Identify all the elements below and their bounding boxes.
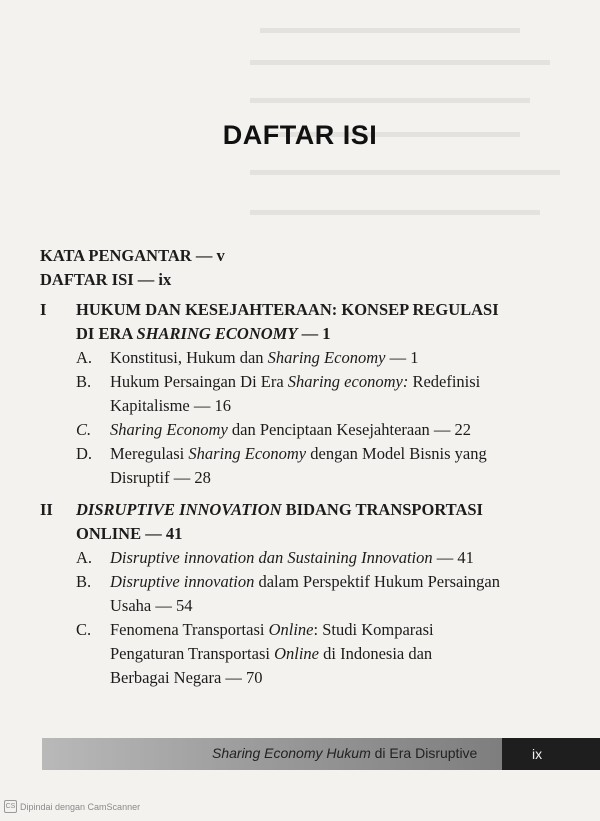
text-run: Pengaturan Transportasi	[110, 644, 275, 663]
section-entry-line	[110, 668, 263, 688]
text-run: — 1	[385, 348, 419, 367]
section-entry-line	[110, 444, 487, 464]
chapter-number: I	[40, 300, 47, 319]
text-run: dalam Perspektif Hukum Persaingan	[254, 572, 500, 591]
text-run: Berbagai Negara — 70	[110, 668, 263, 687]
text-run: Disruptive innovation dan Sustaining Innovation	[110, 548, 433, 567]
section-entry-line	[110, 572, 500, 592]
text-run: BIDANG TRANSPORTASI	[281, 500, 483, 519]
page-number: ix	[502, 738, 600, 770]
section-letter: B.	[76, 572, 92, 591]
front-matter-entry	[40, 246, 225, 266]
text-run: — 41	[432, 548, 474, 567]
text-run: Sharing Economy	[267, 348, 386, 367]
chapter-title-line	[76, 524, 182, 544]
text-run: ONLINE — 41	[76, 524, 183, 543]
section-letter: A.	[76, 548, 93, 567]
section-entry-line	[110, 396, 231, 416]
section-entry-line	[110, 420, 471, 440]
text-run: Konstitusi, Hukum dan	[110, 348, 268, 367]
text-run: Sharing Economy	[188, 444, 307, 463]
section-entry-line	[110, 372, 480, 392]
text-run: Hukum Persaingan Di Era	[110, 372, 288, 391]
text-run: dan Penciptaan Kesejahteraan — 22	[227, 420, 472, 439]
text-run: Meregulasi	[110, 444, 189, 463]
chapter-title-line	[76, 324, 330, 344]
section-letter: A.	[76, 348, 93, 367]
text-run: — 1	[297, 324, 331, 343]
chapter-number: II	[40, 500, 53, 519]
text-run: Redefinisi	[408, 372, 481, 391]
text-run: Sharing Economy	[110, 420, 228, 439]
text-run: dengan Model Bisnis yang	[306, 444, 487, 463]
text-run: Disruptive innovation	[110, 572, 255, 591]
text-run: Kapitalisme — 16	[110, 396, 231, 415]
section-entry-line	[110, 468, 211, 488]
running-head-regular: di Era Disruptive	[370, 745, 478, 761]
text-run: DI ERA	[76, 324, 137, 343]
text-run: : Studi Komparasi	[313, 620, 434, 639]
section-entry-line	[110, 548, 474, 568]
text-run: Usaha — 54	[110, 596, 193, 615]
section-entry-line	[110, 596, 192, 616]
section-entry-line	[110, 644, 432, 664]
running-head	[212, 745, 477, 761]
section-letter: B.	[76, 372, 92, 391]
text-run: Sharing economy:	[287, 372, 409, 391]
section-letter: C.	[76, 420, 92, 439]
text-run: HUKUM DAN KESEJAHTERAAN: KONSEP REGULASI	[76, 300, 499, 319]
running-head-italic: Sharing Economy Hukum	[212, 745, 371, 761]
front-matter-entry	[40, 270, 171, 290]
section-entry-line	[110, 620, 434, 640]
text-run: Disruptif — 28	[110, 468, 211, 487]
page-title: DAFTAR ISI	[222, 120, 378, 150]
text-run: di Indonesia dan	[319, 644, 433, 663]
text-run: DISRUPTIVE INNOVATION	[76, 500, 282, 519]
chapter-title-line	[76, 300, 499, 320]
text-run: Fenomena Transportasi	[110, 620, 269, 639]
chapter-title-line	[76, 500, 483, 520]
text-run: KATA PENGANTAR — v	[40, 246, 225, 265]
text-run: Online	[268, 620, 314, 639]
section-letter: D.	[76, 444, 93, 463]
text-run: Online	[274, 644, 319, 663]
scanner-text: Dipindai dengan CamScanner	[20, 801, 141, 812]
text-run: SHARING ECONOMY	[136, 324, 298, 343]
section-letter: C.	[76, 620, 92, 639]
scanner-watermark	[4, 800, 140, 813]
text-run: DAFTAR ISI — ix	[40, 270, 172, 289]
section-entry-line	[110, 348, 418, 368]
camscanner-logo-icon: CS	[4, 800, 17, 813]
